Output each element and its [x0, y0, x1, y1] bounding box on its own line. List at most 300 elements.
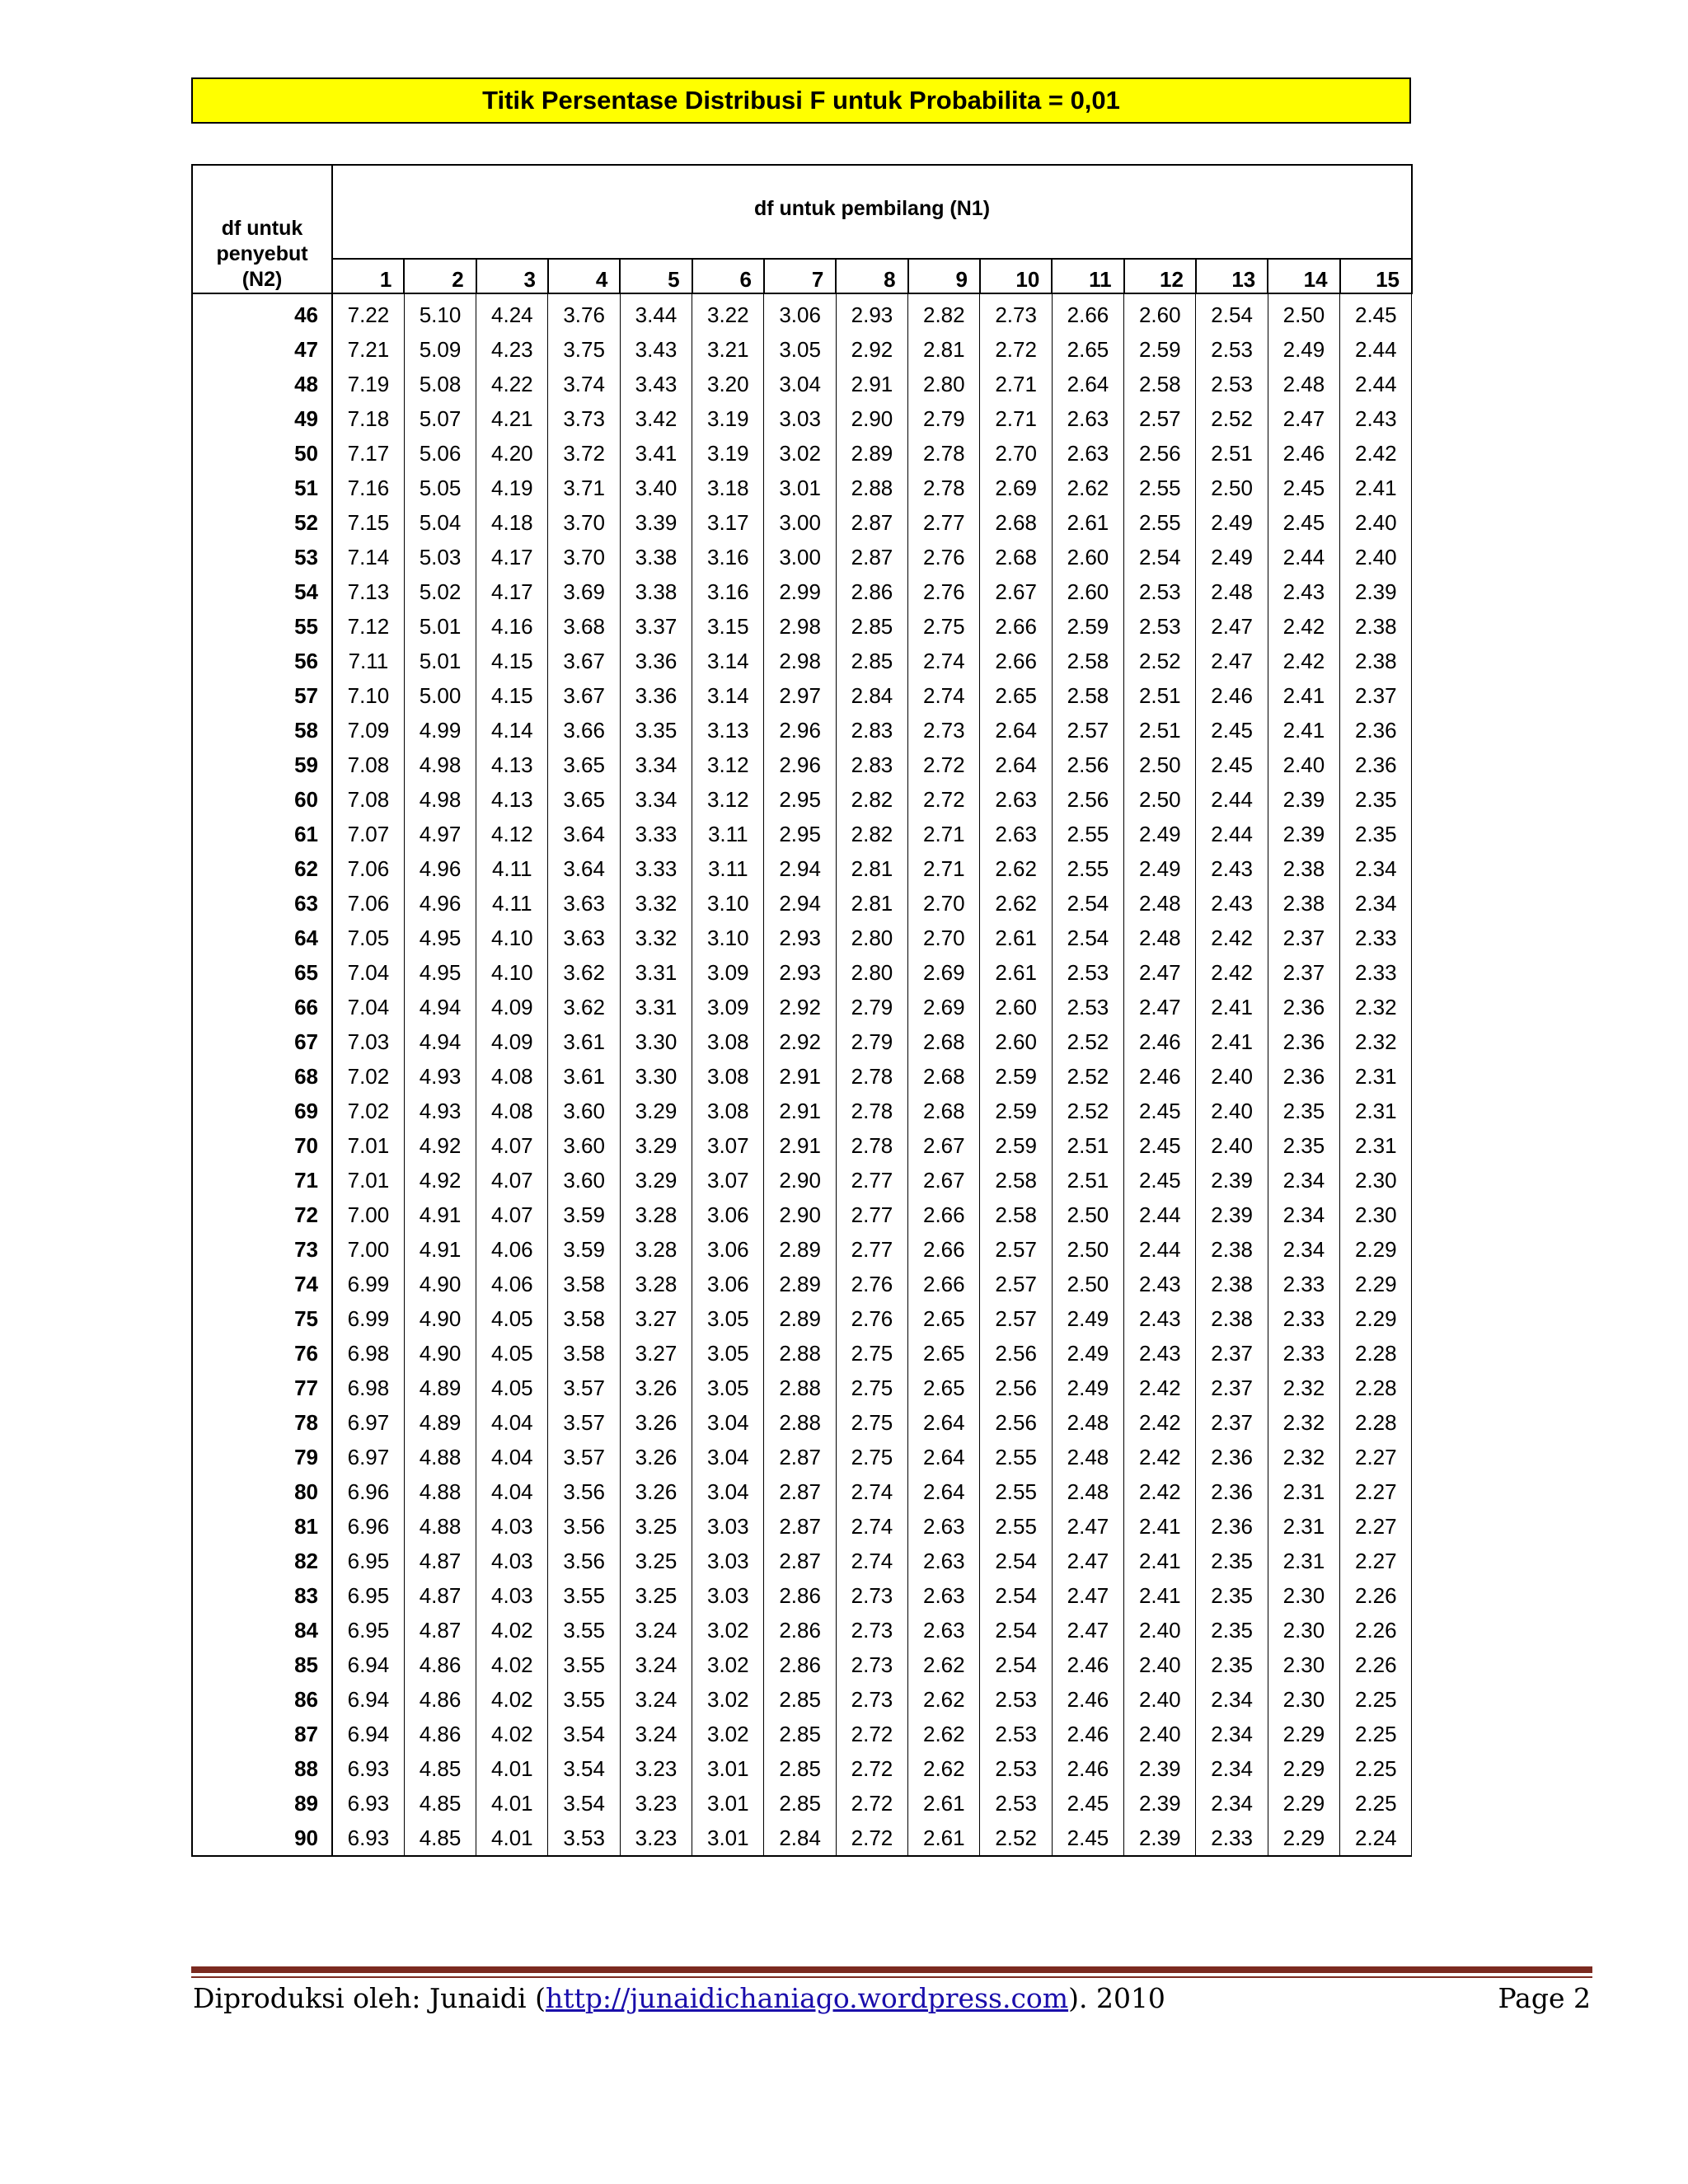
table-cell: 2.39 [1268, 817, 1339, 851]
table-cell: 2.85 [764, 1717, 836, 1751]
table-cell: 2.36 [1196, 1509, 1268, 1544]
table-cell: 2.90 [836, 401, 907, 436]
n1-header [332, 165, 1412, 259]
table-cell: 7.04 [332, 955, 404, 990]
row-n2-label: 51 [192, 471, 332, 505]
table-cell: 3.60 [548, 1128, 620, 1163]
table-cell: 2.48 [1052, 1405, 1123, 1440]
table-cell: 4.09 [476, 1024, 548, 1059]
table-cell: 2.68 [908, 1024, 980, 1059]
table-cell: 2.32 [1268, 1405, 1339, 1440]
table-cell: 2.31 [1340, 1059, 1412, 1094]
table-cell: 3.58 [548, 1336, 620, 1371]
table-cell: 2.38 [1196, 1267, 1268, 1301]
table-cell: 3.70 [548, 505, 620, 540]
table-cell: 2.32 [1268, 1371, 1339, 1405]
table-cell: 3.02 [692, 1717, 764, 1751]
table-cell: 6.95 [332, 1613, 404, 1647]
table-cell: 7.11 [332, 644, 404, 678]
table-cell: 3.06 [764, 293, 836, 332]
table-cell: 3.24 [620, 1682, 692, 1717]
table-cell: 2.62 [1052, 471, 1123, 505]
table-cell: 7.16 [332, 471, 404, 505]
table-cell: 2.52 [1196, 401, 1268, 436]
table-cell: 2.30 [1268, 1578, 1339, 1613]
table-cell: 2.72 [908, 748, 980, 782]
table-cell: 2.46 [1052, 1647, 1123, 1682]
table-cell: 2.49 [1052, 1301, 1123, 1336]
table-cell: 4.90 [404, 1336, 476, 1371]
table-row [192, 644, 1412, 678]
table-cell: 4.05 [476, 1301, 548, 1336]
table-row [192, 1371, 1412, 1405]
table-cell: 3.33 [620, 817, 692, 851]
table-cell: 3.01 [692, 1821, 764, 1856]
table-cell: 3.26 [620, 1405, 692, 1440]
table-cell: 3.24 [620, 1647, 692, 1682]
table-cell: 3.41 [620, 436, 692, 471]
table-cell: 2.47 [1052, 1578, 1123, 1613]
table-cell: 2.59 [980, 1059, 1052, 1094]
table-cell: 4.06 [476, 1267, 548, 1301]
table-cell: 2.56 [1124, 436, 1196, 471]
table-cell: 3.22 [692, 293, 764, 332]
table-cell: 2.89 [764, 1301, 836, 1336]
table-cell: 2.81 [836, 851, 907, 886]
table-cell: 2.66 [908, 1197, 980, 1232]
table-cell: 5.10 [404, 293, 476, 332]
table-cell: 2.45 [1052, 1821, 1123, 1856]
table-cell: 3.28 [620, 1267, 692, 1301]
row-n2-label: 86 [192, 1682, 332, 1717]
table-cell: 2.64 [1052, 367, 1123, 401]
table-cell: 2.50 [1196, 471, 1268, 505]
row-n2-label: 80 [192, 1474, 332, 1509]
table-row [192, 332, 1412, 367]
table-cell: 3.02 [764, 436, 836, 471]
table-cell: 2.34 [1196, 1717, 1268, 1751]
table-cell: 6.94 [332, 1682, 404, 1717]
table-cell: 2.77 [836, 1163, 907, 1197]
table-cell: 6.98 [332, 1371, 404, 1405]
table-row [192, 1613, 1412, 1647]
table-cell: 2.88 [764, 1336, 836, 1371]
table-cell: 4.04 [476, 1405, 548, 1440]
table-cell: 3.67 [548, 678, 620, 713]
table-cell: 2.71 [908, 817, 980, 851]
table-cell: 2.35 [1196, 1578, 1268, 1613]
table-cell: 4.13 [476, 782, 548, 817]
table-cell: 2.28 [1340, 1405, 1412, 1440]
table-cell: 3.27 [620, 1336, 692, 1371]
table-cell: 3.57 [548, 1405, 620, 1440]
table-cell: 2.70 [908, 886, 980, 921]
table-cell: 2.34 [1196, 1786, 1268, 1821]
table-cell: 2.78 [836, 1094, 907, 1128]
table-cell: 2.43 [1124, 1301, 1196, 1336]
table-cell: 2.68 [908, 1094, 980, 1128]
table-cell: 2.26 [1340, 1647, 1412, 1682]
table-cell: 3.04 [692, 1405, 764, 1440]
table-cell: 2.72 [836, 1717, 907, 1751]
table-cell: 2.71 [980, 367, 1052, 401]
column-header: 15 [1340, 259, 1412, 293]
table-cell: 3.75 [548, 332, 620, 367]
table-cell: 4.99 [404, 713, 476, 748]
table-cell: 4.93 [404, 1059, 476, 1094]
table-row [192, 505, 1412, 540]
table-cell: 2.67 [908, 1128, 980, 1163]
table-cell: 2.42 [1124, 1474, 1196, 1509]
table-cell: 2.55 [1124, 471, 1196, 505]
table-cell: 2.29 [1340, 1232, 1412, 1267]
table-cell: 2.60 [1124, 293, 1196, 332]
table-cell: 4.15 [476, 644, 548, 678]
table-cell: 2.30 [1340, 1197, 1412, 1232]
table-cell: 2.35 [1196, 1544, 1268, 1578]
table-row [192, 1336, 1412, 1371]
table-cell: 3.64 [548, 851, 620, 886]
table-cell: 7.18 [332, 401, 404, 436]
table-cell: 2.72 [836, 1786, 907, 1821]
table-cell: 2.63 [908, 1613, 980, 1647]
table-cell: 2.36 [1268, 1059, 1339, 1094]
n2-header-line3: (N2) [241, 268, 283, 291]
table-cell: 2.36 [1196, 1474, 1268, 1509]
table-cell: 3.07 [692, 1163, 764, 1197]
table-cell: 3.37 [620, 609, 692, 644]
table-cell: 2.61 [980, 955, 1052, 990]
table-cell: 2.63 [908, 1578, 980, 1613]
table-cell: 2.90 [764, 1197, 836, 1232]
table-cell: 4.17 [476, 540, 548, 574]
table-cell: 2.56 [1052, 782, 1123, 817]
table-cell: 2.65 [908, 1371, 980, 1405]
table-cell: 4.88 [404, 1509, 476, 1544]
table-cell: 2.44 [1340, 332, 1412, 367]
table-cell: 2.45 [1268, 471, 1339, 505]
table-cell: 2.34 [1340, 886, 1412, 921]
table-cell: 2.25 [1340, 1751, 1412, 1786]
table-cell: 2.44 [1340, 367, 1412, 401]
table-cell: 2.36 [1268, 1024, 1339, 1059]
table-cell: 3.14 [692, 644, 764, 678]
table-cell: 2.48 [1124, 921, 1196, 955]
table-cell: 3.63 [548, 921, 620, 955]
table-cell: 3.35 [620, 713, 692, 748]
table-cell: 7.07 [332, 817, 404, 851]
table-cell: 2.72 [908, 782, 980, 817]
table-cell: 4.87 [404, 1613, 476, 1647]
table-row [192, 1717, 1412, 1751]
table-cell: 2.49 [1268, 332, 1339, 367]
table-cell: 3.04 [692, 1474, 764, 1509]
table-row [192, 1128, 1412, 1163]
table-cell: 4.21 [476, 401, 548, 436]
table-cell: 2.86 [764, 1578, 836, 1613]
table-cell: 3.54 [548, 1717, 620, 1751]
table-cell: 2.69 [980, 471, 1052, 505]
table-cell: 2.61 [908, 1786, 980, 1821]
table-cell: 2.42 [1196, 955, 1268, 990]
table-cell: 2.42 [1124, 1371, 1196, 1405]
table-cell: 2.68 [980, 540, 1052, 574]
table-cell: 2.43 [1124, 1336, 1196, 1371]
table-row [192, 1440, 1412, 1474]
table-cell: 3.15 [692, 609, 764, 644]
table-body [192, 293, 1412, 1856]
table-cell: 2.50 [1052, 1267, 1123, 1301]
table-cell: 2.86 [764, 1647, 836, 1682]
table-cell: 3.08 [692, 1059, 764, 1094]
table-cell: 3.27 [620, 1301, 692, 1336]
table-cell: 2.48 [1052, 1474, 1123, 1509]
table-cell: 3.03 [692, 1544, 764, 1578]
table-cell: 4.23 [476, 332, 548, 367]
column-header: 6 [692, 259, 764, 293]
row-n2-label: 53 [192, 540, 332, 574]
table-cell: 2.53 [980, 1751, 1052, 1786]
table-cell: 4.07 [476, 1163, 548, 1197]
table-cell: 4.85 [404, 1821, 476, 1856]
table-cell: 3.26 [620, 1474, 692, 1509]
table-cell: 2.71 [908, 851, 980, 886]
table-cell: 3.30 [620, 1059, 692, 1094]
table-cell: 4.97 [404, 817, 476, 851]
table-cell: 2.65 [908, 1301, 980, 1336]
table-cell: 2.74 [836, 1509, 907, 1544]
row-n2-label: 48 [192, 367, 332, 401]
table-cell: 6.96 [332, 1509, 404, 1544]
table-cell: 3.25 [620, 1578, 692, 1613]
table-cell: 2.96 [764, 713, 836, 748]
row-n2-label: 81 [192, 1509, 332, 1544]
table-cell: 2.42 [1268, 644, 1339, 678]
table-cell: 2.35 [1268, 1094, 1339, 1128]
table-cell: 5.00 [404, 678, 476, 713]
table-cell: 2.25 [1340, 1786, 1412, 1821]
table-cell: 2.63 [1052, 436, 1123, 471]
table-cell: 2.73 [908, 713, 980, 748]
table-cell: 2.40 [1196, 1128, 1268, 1163]
table-cell: 3.31 [620, 990, 692, 1024]
table-cell: 2.76 [836, 1301, 907, 1336]
table-cell: 3.02 [692, 1613, 764, 1647]
table-cell: 4.96 [404, 851, 476, 886]
footer-rule-thick [191, 1966, 1592, 1973]
table-cell: 2.48 [1124, 886, 1196, 921]
table-cell: 6.93 [332, 1821, 404, 1856]
table-cell: 2.56 [980, 1371, 1052, 1405]
table-cell: 2.54 [1196, 293, 1268, 332]
table-cell: 2.60 [1052, 574, 1123, 609]
row-n2-label: 67 [192, 1024, 332, 1059]
table-cell: 2.70 [980, 436, 1052, 471]
table-cell: 3.19 [692, 401, 764, 436]
table-cell: 2.40 [1124, 1682, 1196, 1717]
table-cell: 2.56 [980, 1336, 1052, 1371]
table-cell: 2.47 [1124, 955, 1196, 990]
n1-header-label: df untuk pembilang (N1) [753, 196, 991, 220]
table-cell: 2.33 [1268, 1301, 1339, 1336]
table-cell: 6.97 [332, 1405, 404, 1440]
table-cell: 2.47 [1052, 1613, 1123, 1647]
table-cell: 2.77 [836, 1232, 907, 1267]
table-cell: 3.04 [692, 1440, 764, 1474]
table-cell: 2.27 [1340, 1509, 1412, 1544]
table-cell: 4.94 [404, 990, 476, 1024]
table-cell: 3.55 [548, 1613, 620, 1647]
table-cell: 2.46 [1124, 1024, 1196, 1059]
table-cell: 2.73 [836, 1647, 907, 1682]
table-cell: 3.06 [692, 1267, 764, 1301]
table-cell: 3.58 [548, 1301, 620, 1336]
table-cell: 3.32 [620, 886, 692, 921]
table-cell: 2.91 [764, 1094, 836, 1128]
table-row [192, 990, 1412, 1024]
table-cell: 2.48 [1268, 367, 1339, 401]
column-header: 10 [980, 259, 1052, 293]
table-cell: 4.95 [404, 921, 476, 955]
table-cell: 2.92 [836, 332, 907, 367]
table-cell: 2.52 [980, 1821, 1052, 1856]
table-cell: 3.01 [692, 1751, 764, 1786]
table-cell: 2.45 [1124, 1128, 1196, 1163]
table-cell: 3.05 [764, 332, 836, 367]
table-cell: 4.88 [404, 1440, 476, 1474]
table-cell: 3.23 [620, 1821, 692, 1856]
table-cell: 2.38 [1268, 886, 1339, 921]
table-cell: 7.06 [332, 886, 404, 921]
table-cell: 4.07 [476, 1128, 548, 1163]
table-cell: 3.02 [692, 1682, 764, 1717]
table-cell: 2.45 [1268, 505, 1339, 540]
table-cell: 2.37 [1196, 1371, 1268, 1405]
table-cell: 2.30 [1268, 1613, 1339, 1647]
table-cell: 7.02 [332, 1094, 404, 1128]
table-cell: 2.84 [764, 1821, 836, 1856]
table-cell: 3.67 [548, 644, 620, 678]
table-cell: 2.55 [1052, 817, 1123, 851]
table-cell: 2.43 [1268, 574, 1339, 609]
table-cell: 2.98 [764, 644, 836, 678]
table-cell: 2.52 [1052, 1024, 1123, 1059]
table-cell: 3.29 [620, 1094, 692, 1128]
table-row [192, 471, 1412, 505]
table-row [192, 713, 1412, 748]
table-cell: 2.34 [1268, 1163, 1339, 1197]
table-cell: 3.72 [548, 436, 620, 471]
table-cell: 3.03 [692, 1509, 764, 1544]
table-cell: 2.62 [908, 1717, 980, 1751]
table-row [192, 1751, 1412, 1786]
table-row [192, 367, 1412, 401]
table-cell: 2.52 [1052, 1094, 1123, 1128]
table-row [192, 609, 1412, 644]
table-cell: 4.94 [404, 1024, 476, 1059]
table-cell: 2.38 [1268, 851, 1339, 886]
table-cell: 2.65 [908, 1336, 980, 1371]
row-n2-label: 71 [192, 1163, 332, 1197]
table-row [192, 1474, 1412, 1509]
table-cell: 2.85 [836, 609, 907, 644]
row-n2-label: 68 [192, 1059, 332, 1094]
table-cell: 2.64 [980, 748, 1052, 782]
table-cell: 2.54 [980, 1544, 1052, 1578]
table-cell: 3.20 [692, 367, 764, 401]
table-cell: 2.46 [1052, 1682, 1123, 1717]
table-cell: 4.86 [404, 1717, 476, 1751]
footer-rule-thin [191, 1976, 1592, 1978]
table-cell: 3.00 [764, 540, 836, 574]
table-cell: 7.12 [332, 609, 404, 644]
table-cell: 2.57 [980, 1267, 1052, 1301]
table-cell: 4.90 [404, 1301, 476, 1336]
table-cell: 3.17 [692, 505, 764, 540]
row-n2-label: 46 [192, 293, 332, 332]
row-n2-label: 69 [192, 1094, 332, 1128]
table-cell: 3.59 [548, 1232, 620, 1267]
row-n2-label: 83 [192, 1578, 332, 1613]
table-cell: 2.98 [764, 609, 836, 644]
table-cell: 2.51 [1052, 1163, 1123, 1197]
table-cell: 2.54 [1124, 540, 1196, 574]
table-cell: 2.32 [1340, 1024, 1412, 1059]
table-cell: 2.39 [1340, 574, 1412, 609]
table-cell: 2.39 [1268, 782, 1339, 817]
table-cell: 4.89 [404, 1371, 476, 1405]
table-cell: 2.40 [1340, 505, 1412, 540]
table-cell: 3.23 [620, 1786, 692, 1821]
table-cell: 3.11 [692, 817, 764, 851]
table-cell: 5.01 [404, 644, 476, 678]
table-row [192, 1786, 1412, 1821]
table-cell: 7.22 [332, 293, 404, 332]
page-title-text: Titik Persentase Distribusi F untuk Probabilita = 0,01 [482, 86, 1120, 115]
table-cell: 2.59 [1052, 609, 1123, 644]
table-cell: 6.94 [332, 1717, 404, 1751]
table-cell: 3.71 [548, 471, 620, 505]
table-cell: 2.77 [836, 1197, 907, 1232]
row-n2-label: 58 [192, 713, 332, 748]
table-cell: 2.53 [980, 1786, 1052, 1821]
row-n2-label: 76 [192, 1336, 332, 1371]
table-cell: 3.01 [692, 1786, 764, 1821]
table-cell: 7.05 [332, 921, 404, 955]
table-cell: 2.95 [764, 817, 836, 851]
table-cell: 2.73 [836, 1613, 907, 1647]
table-cell: 2.45 [1340, 293, 1412, 332]
table-cell: 4.18 [476, 505, 548, 540]
table-cell: 2.64 [908, 1440, 980, 1474]
table-cell: 2.41 [1196, 1024, 1268, 1059]
table-cell: 2.89 [764, 1267, 836, 1301]
table-cell: 4.89 [404, 1405, 476, 1440]
table-cell: 2.37 [1196, 1405, 1268, 1440]
table-cell: 4.05 [476, 1336, 548, 1371]
table-cell: 2.55 [1124, 505, 1196, 540]
footer-link[interactable]: http://junaidichaniago.wordpress.com [545, 1982, 1069, 2014]
table-row [192, 574, 1412, 609]
table-cell: 7.14 [332, 540, 404, 574]
table-cell: 2.49 [1196, 505, 1268, 540]
table-cell: 7.10 [332, 678, 404, 713]
table-cell: 3.19 [692, 436, 764, 471]
table-cell: 3.12 [692, 782, 764, 817]
table-cell: 2.25 [1340, 1682, 1412, 1717]
table-cell: 2.86 [836, 574, 907, 609]
row-n2-label: 78 [192, 1405, 332, 1440]
